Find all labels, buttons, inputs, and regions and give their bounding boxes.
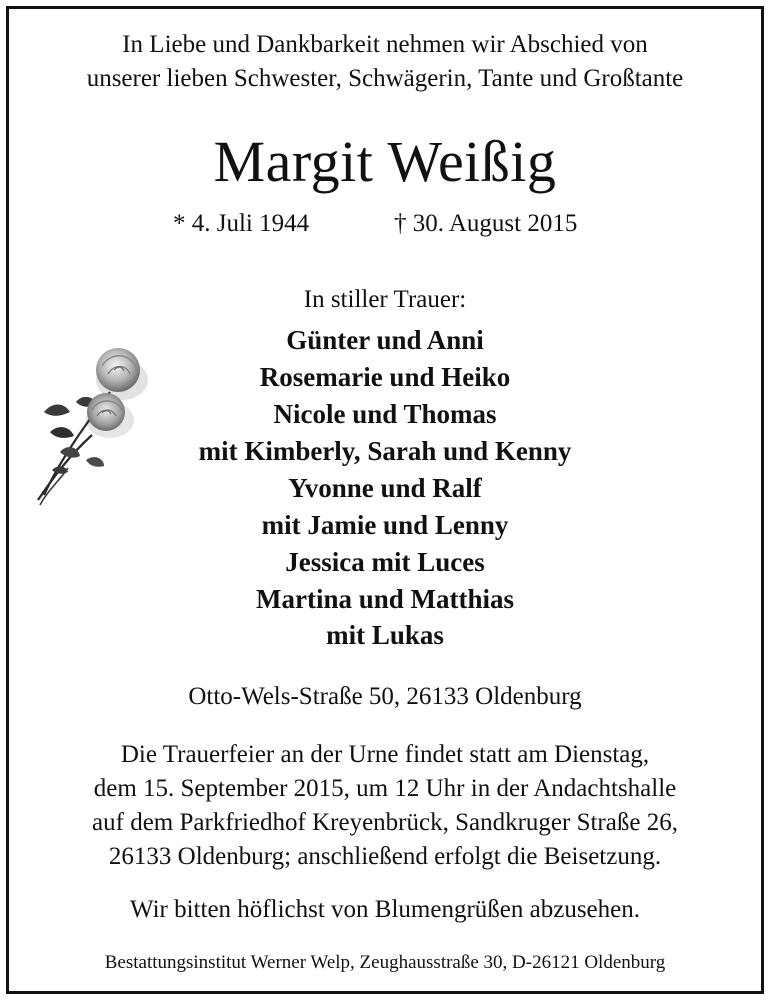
death-date: † 30. August 2015 <box>394 210 578 237</box>
mourner-line: Martina und Matthias <box>255 584 515 614</box>
funeral-home: Bestattungsinstitut Werner Welp, Zeughausstraße 30, D-26121 Oldenburg <box>104 952 666 973</box>
mourner-line: Nicole und Thomas <box>273 399 497 429</box>
mourner-line: Günter und Anni <box>286 325 484 355</box>
intro-line-1: In Liebe und Dankbarkeit nehmen wir Abschied von <box>122 31 648 58</box>
deceased-name: Margit Weißig <box>213 129 557 194</box>
birth-date: * 4. Juli 1944 <box>173 210 310 237</box>
intro-line-2: unserer lieben Schwester, Schwägerin, Tante und Großtante <box>86 65 684 92</box>
mourners-address: Otto-Wels-Straße 50, 26133 Oldenburg <box>188 683 582 710</box>
mourner-line: mit Kimberly, Sarah und Kenny <box>198 436 572 466</box>
service-line-1: Die Trauerfeier an der Urne findet statt am Dienstag, <box>120 741 650 768</box>
flowers-note: Wir bitten höflichst von Blumengrüßen abzusehen. <box>130 896 640 923</box>
mourner-line: mit Lukas <box>326 620 444 650</box>
service-line-3: auf dem Parkfriedhof Kreyenbrück, Sandkruger Straße 26, <box>92 809 678 836</box>
rose-icon <box>30 340 160 510</box>
mourner-line: Jessica mit Luces <box>285 547 485 577</box>
mourning-label: In stiller Trauer: <box>303 286 467 313</box>
mourner-line: Rosemarie und Heiko <box>259 362 511 392</box>
mourner-line: mit Jamie und Lenny <box>261 510 509 540</box>
service-line-4: 26133 Oldenburg; anschließend erfolgt die Beisetzung. <box>108 843 662 870</box>
mourner-line: Yvonne und Ralf <box>288 473 482 503</box>
service-line-2: dem 15. September 2015, um 12 Uhr in der Andachtshalle <box>93 775 677 802</box>
